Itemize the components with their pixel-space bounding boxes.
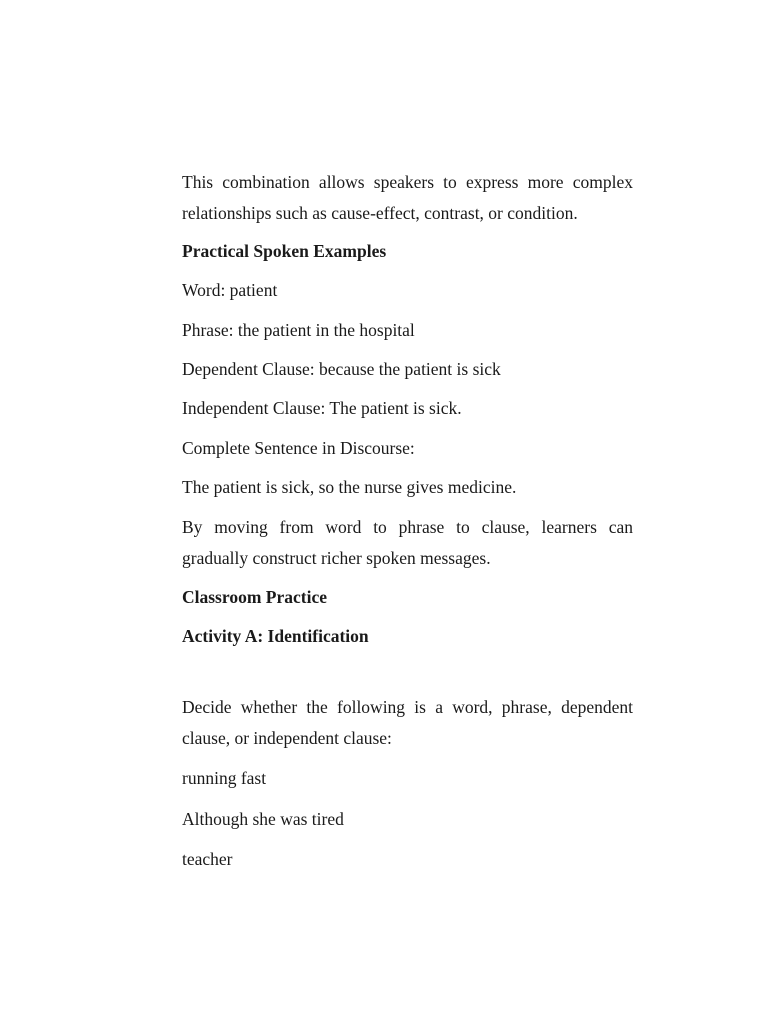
list-item-1: running fast: [182, 768, 267, 788]
example-word: Word: patient: [182, 280, 278, 300]
example-dependent-clause: Dependent Clause: because the patient is sick: [182, 359, 501, 379]
instruction-line-2: clause, or independent clause:: [182, 728, 392, 748]
example-independent-clause: Independent Clause: The patient is sick.: [182, 398, 462, 418]
intro-line-2: relationships such as cause-effect, contrast, or condition.: [182, 203, 578, 223]
intro-line-1: This combination allows speakers to express more complex: [182, 172, 633, 192]
summary-line-2: gradually construct richer spoken messages.: [182, 548, 491, 568]
example-complete-sentence-label: Complete Sentence in Discourse:: [182, 438, 415, 458]
intro-paragraph: [182, 167, 633, 229]
instruction-paragraph: [182, 692, 633, 754]
summary-line-1: By moving from word to phrase to clause, learners can: [182, 517, 633, 537]
list-item-3: teacher: [182, 849, 233, 869]
example-phrase: Phrase: the patient in the hospital: [182, 320, 415, 340]
list-item-2: Although she was tired: [182, 809, 344, 829]
heading-practical-examples: Practical Spoken Examples: [182, 241, 387, 261]
summary-paragraph: [182, 512, 633, 574]
heading-activity-a: Activity A: Identification: [182, 626, 369, 646]
instruction-line-1: Decide whether the following is a word, phrase, dependent: [182, 697, 633, 717]
example-complete-sentence: The patient is sick, so the nurse gives medicine.: [182, 477, 517, 497]
heading-classroom-practice: Classroom Practice: [182, 587, 327, 607]
